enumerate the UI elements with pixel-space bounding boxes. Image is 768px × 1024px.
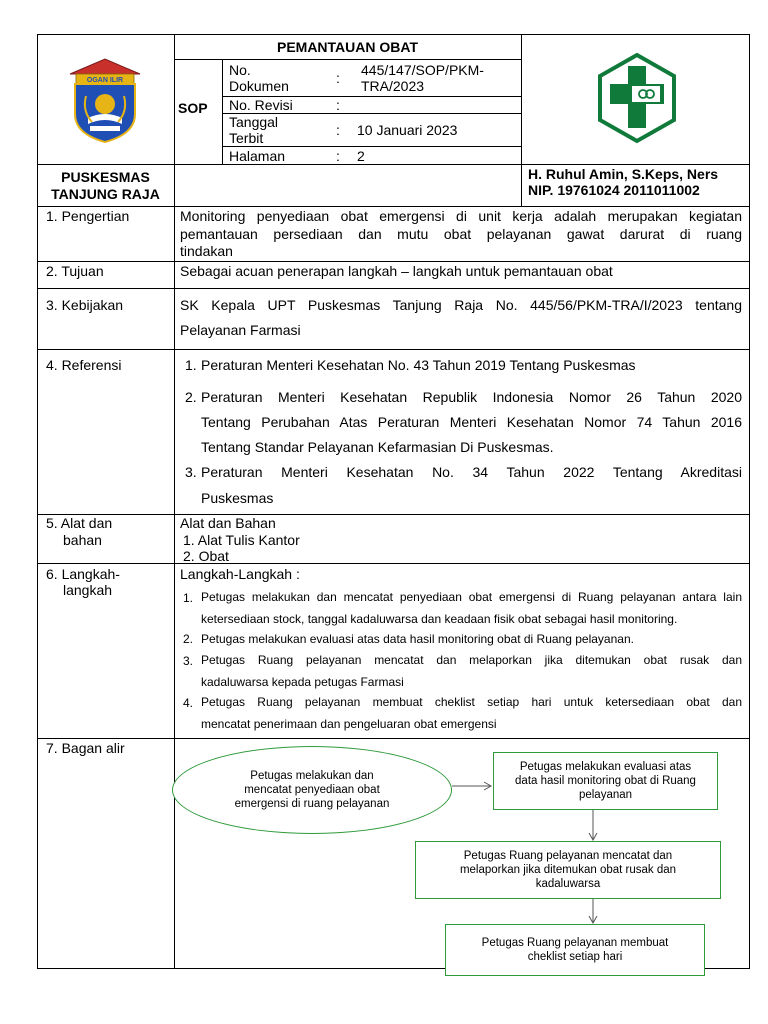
alat-item: 2. Obat (183, 548, 229, 564)
flow-text: Petugas melakukan evaluasi atas (519, 761, 692, 773)
flow-text: pelayanan (578, 789, 633, 801)
section-label-referensi: 4. Referensi (46, 357, 122, 373)
row-separator: : (336, 148, 340, 164)
row-label: No. (229, 62, 251, 78)
row-separator: : (336, 122, 340, 138)
list-number: 2. (185, 389, 197, 405)
flow-step-melaporkan (415, 841, 721, 899)
org-name: TANJUNG RAJA (51, 186, 160, 202)
section-label-kebijakan: 3. Kebijakan (46, 297, 124, 313)
list-number: 2. (183, 632, 194, 646)
section-label-pengertian: 1. Pengertian (46, 208, 130, 224)
text-line: pemantauan persediaan dan mutu obat pelayanan gawat darurat di ruang (180, 226, 742, 242)
list-item: Peraturan Menteri Kesehatan Republik Indonesia Nomor 26 Tahun 2020 (201, 389, 742, 405)
kebijakan-text: SK Kepala UPT Puskesmas Tanjung Raja No. 445/56/PKM-TRA/I/2023 tentang (180, 297, 742, 313)
list-number: 4. (183, 696, 194, 710)
kebijakan-text: Pelayanan Farmasi (180, 322, 301, 338)
list-item: Petugas melakukan evaluasi atas data hasil monitoring obat di Ruang pelayanan. (201, 632, 634, 646)
document-title: PEMANTAUAN OBAT (276, 39, 419, 55)
tujuan-text: Sebagai acuan penerapan langkah – langkah untuk pemantauan obat (180, 263, 613, 279)
signer-name: H. Ruhul Amin, S.Keps, Ners (528, 166, 719, 182)
row-label: Tanggal (229, 114, 279, 130)
list-item: ketersediaan stock, tanggal kadaluwarsa dan keadaan fisik obat sebagai hasil monitoring. (201, 612, 678, 626)
row-separator: : (336, 97, 340, 113)
section-label-tujuan: 2. Tujuan (46, 263, 104, 279)
list-number: 3. (183, 654, 194, 668)
section-label-alat: bahan (63, 532, 102, 548)
list-item: mencatat penerimaan dan pengeluaran obat emergensi (201, 717, 497, 731)
ogan-ilir-crest-logo (66, 56, 144, 144)
flow-step-evaluasi (493, 752, 718, 810)
list-item: Puskesmas (201, 490, 274, 506)
flow-text: Petugas melakukan dan (250, 770, 374, 782)
section-label-langkah: 6. Langkah- (46, 566, 120, 582)
list-number: 1. (183, 591, 194, 605)
text-line: Monitoring penyediaan obat emergensi di unit kerja adalah merupakan kegiatan (180, 208, 742, 224)
flow-text: cheklist setiap hari (527, 951, 623, 963)
list-number: 1. (185, 357, 197, 373)
flow-text: mencatat penyediaan obat (244, 784, 380, 796)
row-value: 10 Januari 2023 (357, 122, 458, 138)
puskesmas-logo (596, 52, 678, 144)
section-label-langkah: langkah (63, 582, 113, 598)
org-name: PUSKESMAS (61, 169, 150, 185)
row-separator: : (336, 70, 340, 86)
list-number: 3. (185, 464, 197, 480)
row-value: 445/147/SOP/PKM- (361, 62, 484, 78)
list-item: Petugas Ruang pelayanan mencatat dan melaporkan jika ditemukan obat rusak dan (201, 653, 742, 667)
alat-item: 1. Alat Tulis Kantor (183, 532, 300, 548)
list-item: Tentang Perubahan Atas Peraturan Menteri Kesehatan Nomor 74 Tahun 2016 (201, 414, 742, 430)
row-label: Terbit (229, 130, 264, 146)
row-label: Dokumen (229, 78, 289, 94)
section-label-alat: 5. Alat dan (46, 515, 113, 531)
flow-text: kadaluwarsa (535, 878, 601, 890)
list-item: Peraturan Menteri Kesehatan No. 43 Tahun 2019 Tentang Puskesmas (201, 357, 636, 373)
row-label: Halaman (229, 148, 286, 164)
signer-nip: NIP. 19761024 2011011002 (528, 182, 700, 198)
row-value: 2 (357, 148, 365, 164)
flow-text: emergensi di ruang pelayanan (234, 798, 390, 810)
row-value: TRA/2023 (361, 78, 425, 94)
list-item: kadaluwarsa kepada petugas Farmasi (201, 675, 404, 689)
flow-text: Petugas Ruang pelayanan membuat (481, 937, 669, 949)
flow-text: data hasil monitoring obat di Ruang (515, 775, 696, 787)
list-item: Tentang Standar Pelayanan Kefarmasian Di Puskesmas. (201, 439, 554, 455)
section-label-bagan: 7. Bagan alir (46, 740, 125, 756)
list-item: Petugas melakukan dan mencatat penyediaan obat emergensi di Ruang pelayanan antara lain (201, 590, 742, 604)
flow-start-oval (172, 746, 452, 834)
list-item: Peraturan Menteri Kesehatan No. 34 Tahun 2022 Tentang Akreditasi (201, 464, 742, 480)
flow-text: melaporkan jika ditemukan obat rusak dan (459, 864, 677, 876)
flow-text: Petugas Ruang pelayanan mencatat dan (463, 850, 673, 862)
langkah-title: Langkah-Langkah : (180, 566, 300, 582)
row-label: No. Revisi (229, 97, 293, 113)
sop-label: SOP (178, 100, 208, 116)
list-item: Petugas Ruang pelayanan membuat cheklist setiap hari untuk ketersediaan obat dan (201, 695, 742, 709)
alat-title: Alat dan Bahan (180, 515, 276, 531)
crest-motto-text: OGAN ILIR (86, 77, 124, 84)
flow-step-cheklist (445, 924, 705, 976)
text-line: tindakan (180, 243, 233, 259)
